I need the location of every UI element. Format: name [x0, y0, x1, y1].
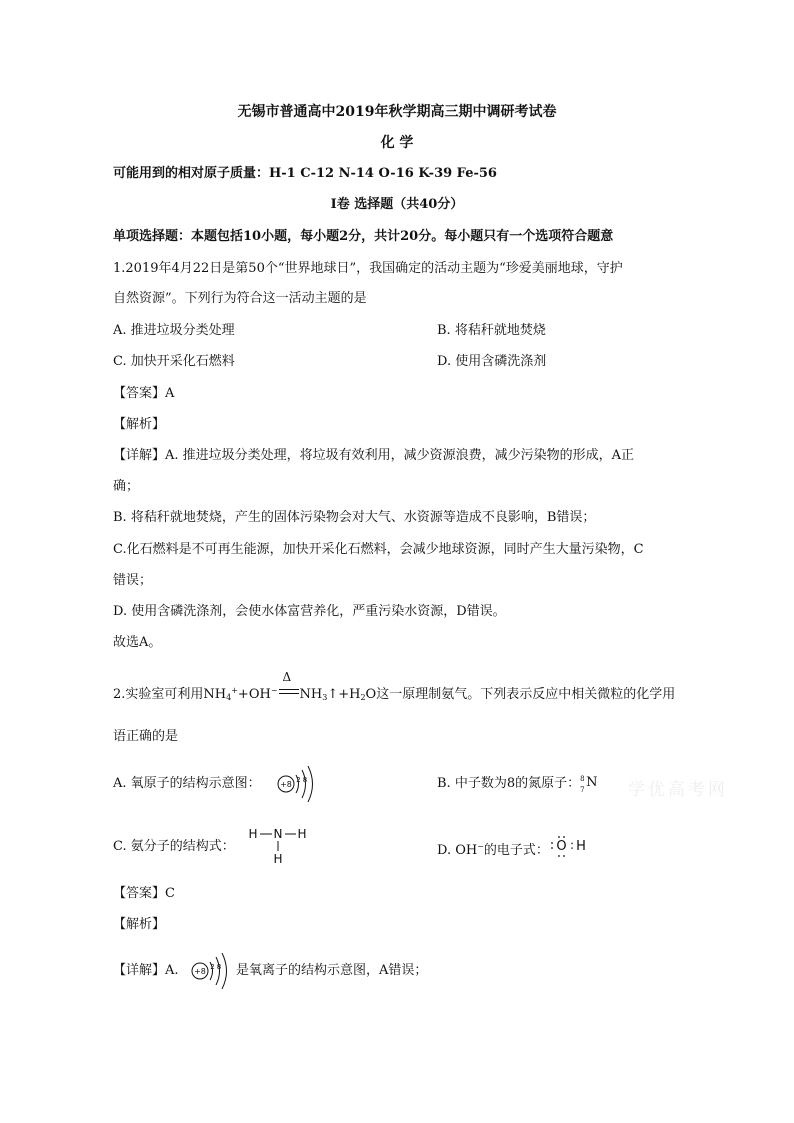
- atomic-masses: 可能用到的相对原子质量：H-1 C-12 N-14 O-16 K-39 Fe-56: [113, 166, 497, 181]
- nuclide-mass-number: 8: [580, 775, 585, 783]
- section-title: Ⅰ卷 选择题（共40分）: [330, 197, 464, 212]
- q1-detail-line4: C.化石燃料是不可再生能源，加快开采化石燃料，会减少地球资源，同时产生大量污染物，C: [113, 542, 644, 557]
- eq-equals-line-top: [279, 689, 299, 690]
- electron-dot: [563, 836, 565, 838]
- q1-detail-line6: D. 使用含磷洗涤剂，会使水体富营养化，严重污染水资源，D错误。: [113, 604, 506, 619]
- nucleus-charge: +8: [194, 967, 206, 976]
- shell2-electrons: 8: [302, 776, 308, 784]
- electron-dot: [558, 855, 560, 857]
- electron-dot: [551, 847, 553, 849]
- oxygen-structure-diagram-detail: [190, 953, 242, 991]
- q2-stem-line2: 语正确的是: [113, 729, 179, 744]
- eq-up-plus: ↑+H: [327, 687, 361, 702]
- electron-dot: [551, 842, 553, 844]
- q2-detail-suffix: 是氧离子的结构示意图，A错误；: [236, 963, 428, 978]
- q1-detail-line1: 【详解】A. 推进垃圾分类处理，将垃圾有效利用，减少资源浪费，减少污染物的形成，A正: [113, 448, 635, 463]
- q2-option-b: [437, 775, 598, 793]
- q1-conclusion: 故选A。: [113, 635, 162, 650]
- nucleus-charge: +8: [280, 780, 292, 789]
- q2-stem-prefix: 2.实验室可利用: [113, 687, 204, 702]
- shared-pair: ∶: [570, 839, 574, 853]
- eq-nh4-charge: +: [231, 686, 238, 695]
- shell-arc-2: [216, 957, 220, 985]
- shell2-electrons: 8: [216, 963, 222, 971]
- watermark: 学优高考网: [628, 780, 728, 800]
- q1-detail-line3: B. 将秸秆就地焚烧，产生的固体污染物会对大气、水资源等造成不良影响，B错误；: [113, 510, 596, 525]
- instruction: 单项选择题：本题包括10小题，每小题2分，共计20分。每小题只有一个选项符合题意: [113, 229, 614, 244]
- electron-dot: [563, 855, 565, 857]
- eq-oh-charge: −: [270, 686, 278, 695]
- hydrogen-bottom: H: [273, 852, 283, 866]
- q2-option-c: C. 氨分子的结构式：: [113, 839, 235, 854]
- q1-option-c: C. 加快开采化石燃料: [113, 354, 235, 369]
- q2-option-d-charge: −: [477, 842, 484, 851]
- q1-detail-line5: 错误；: [113, 573, 153, 588]
- q1-answer: 【答案】A: [113, 386, 175, 401]
- eq-oh: +OH: [237, 687, 271, 702]
- eq-equals-line-bottom: [279, 693, 299, 694]
- subject-title: 化 学: [380, 135, 414, 151]
- ammonia-structural-formula: [247, 822, 307, 866]
- nuclide-symbol: [580, 775, 598, 794]
- hydrogen-left: H: [248, 827, 258, 841]
- q2-analysis-label: 【解析】: [113, 917, 166, 932]
- q2-stem-suffix: 这一原理制氨气。下列表示反应中相关微粒的化学用: [376, 687, 676, 702]
- q2-option-d: [437, 838, 549, 860]
- electron-dot: [558, 836, 560, 838]
- eq-delta: Δ: [282, 670, 292, 684]
- shell1-electrons: 2: [210, 963, 215, 971]
- q2-stem-line1: [113, 670, 676, 707]
- shell-arc-3: [222, 953, 227, 989]
- q1-analysis-label: 【解析】: [113, 417, 166, 432]
- eq-h2-subscript: 2: [360, 693, 366, 702]
- q2-detail-prefix: 【详解】A.: [113, 963, 179, 978]
- q2-answer: 【答案】C: [113, 886, 175, 901]
- q1-stem-line2: 自然资源”。下列行为符合这一活动主题的是: [113, 291, 367, 306]
- shell1-electrons: 2: [296, 776, 301, 784]
- q2-option-d-post: 的电子式：: [483, 843, 549, 858]
- shell-arc-2: [302, 770, 306, 798]
- hydroxide-electron-formula: [540, 830, 590, 862]
- q1-option-d: D. 使用含磷洗涤剂: [437, 354, 547, 369]
- eq-reaction-arrow: [278, 670, 300, 699]
- q1-option-a: A. 推进垃圾分类处理: [113, 323, 235, 338]
- nitrogen-center: N: [273, 827, 283, 841]
- q2-option-a-text: A. 氧原子的结构示意图：: [113, 776, 261, 791]
- exam-title: 无锡市普通高中2019年秋学期高三期中调研考试卷: [237, 104, 557, 120]
- nuclide-element: N: [586, 775, 598, 790]
- shell-arc-3: [308, 766, 313, 802]
- q1-stem-line1: 1.2019年4月22日是第50个“世界地球日”，我国确定的活动主题为“珍爱美丽地球，守护: [113, 261, 623, 276]
- q2-detail-line1: [113, 962, 179, 980]
- q1-option-b: B. 将秸秆就地焚烧: [437, 323, 546, 338]
- eq-nh4-subscript: 4: [226, 693, 232, 702]
- oxygen-symbol: O: [556, 839, 567, 854]
- q2-option-b-text: B. 中子数为8的氮原子：: [437, 776, 581, 791]
- q2-option-d-pre: D. OH: [437, 843, 478, 858]
- nuclide-atomic-number: 7: [580, 786, 585, 794]
- q2-option-a: [113, 775, 261, 793]
- eq-o: O: [365, 687, 377, 702]
- hydrogen-right: H: [297, 827, 307, 841]
- eq-nh3: NH: [299, 687, 323, 702]
- hydrogen-symbol: H: [576, 839, 586, 854]
- oxygen-structure-diagram: [276, 766, 328, 804]
- eq-nh4: NH: [203, 687, 227, 702]
- q1-detail-line2: 确；: [113, 479, 140, 494]
- eq-nh3-subscript: 3: [322, 693, 328, 702]
